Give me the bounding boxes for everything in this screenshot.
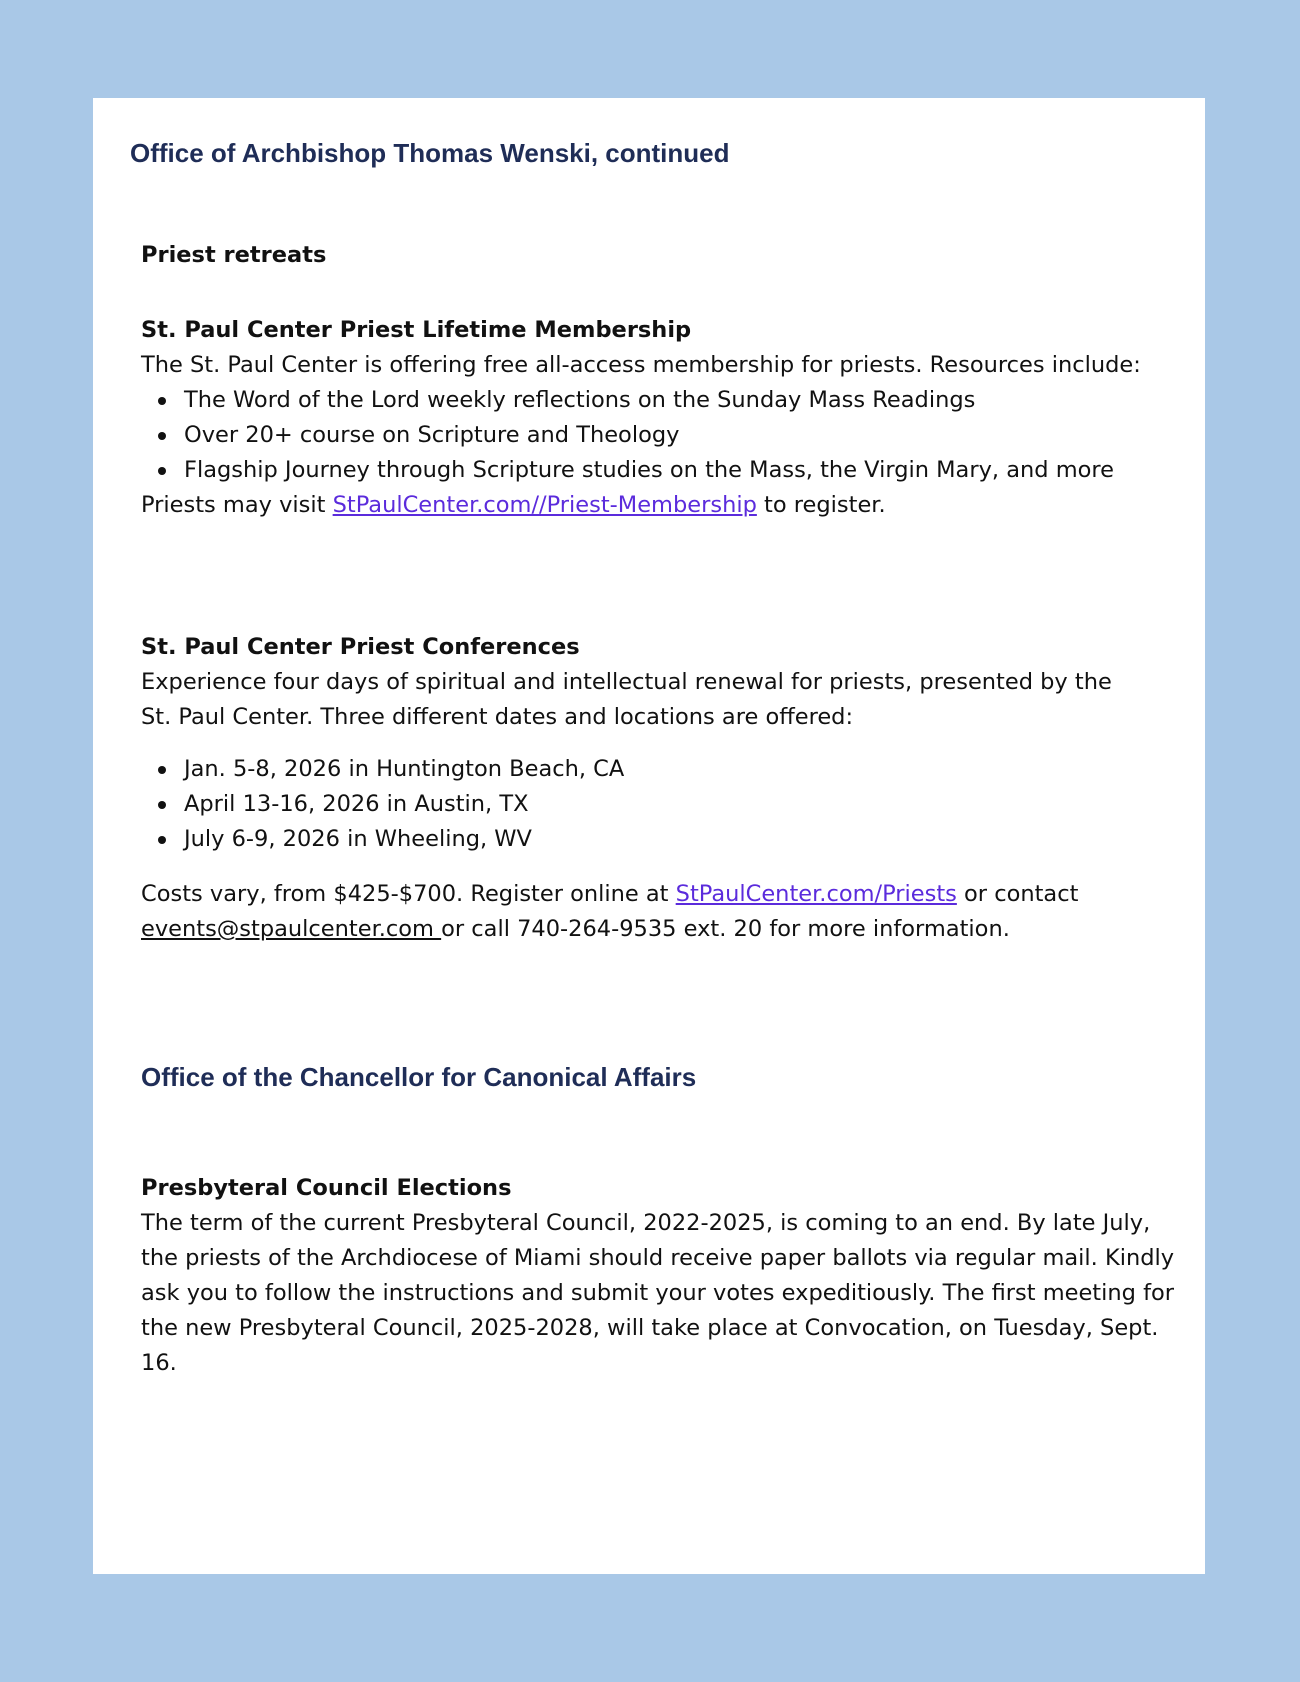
conferences-title: St. Paul Center Priest Conferences [141, 634, 580, 660]
events-email-link[interactable]: events@stpaulcenter.com [141, 916, 442, 942]
conferences-list [141, 752, 1171, 857]
membership-section [141, 313, 1171, 523]
costs-suffix: or call 740-264-9535 ext. 20 for more information. [441, 916, 1010, 942]
conferences-intro: Experience four days of spiritual and intellectual renewal for priests, presented by the St. Paul Center. Three different dates and locations are offered: [141, 669, 1112, 730]
membership-list [141, 383, 1171, 488]
membership-visit-line [141, 488, 1171, 523]
visit-prefix: Priests may visit [141, 492, 333, 518]
priest-retreats-section [141, 238, 1171, 273]
costs-prefix: Costs vary, from $425-$700. Register online at [141, 881, 676, 907]
list-item: Over 20+ course on Scripture and Theology [184, 418, 1171, 453]
document-page [93, 98, 1205, 1574]
membership-intro: The St. Paul Center is offering free all-access membership for priests. Resources include: [141, 352, 1141, 378]
page-title: Office of Archbishop Thomas Wenski, continued [130, 138, 730, 168]
priests-link[interactable]: StPaulCenter.com/Priests [675, 881, 957, 907]
costs-middle: or contact [956, 881, 1079, 907]
conferences-costs [141, 877, 1171, 947]
list-item: The Word of the Lord weekly reflections on the Sunday Mass Readings [184, 383, 1171, 418]
priest-retreats-heading: Priest retreats [141, 242, 327, 268]
list-item: July 6-9, 2026 in Wheeling, WV [184, 822, 1171, 857]
elections-section [141, 1171, 1176, 1381]
conferences-section [141, 630, 1171, 947]
list-item: Flagship Journey through Scripture studies on the Mass, the Virgin Mary, and more [184, 453, 1171, 488]
membership-title: St. Paul Center Priest Lifetime Membership [141, 317, 692, 343]
list-item: Jan. 5-8, 2026 in Huntington Beach, CA [184, 752, 1171, 787]
elections-title: Presbyteral Council Elections [141, 1175, 512, 1201]
elections-body: The term of the current Presbyteral Council, 2022-2025, is coming to an end. By late July, the priests of the Archdiocese of Miami should receive paper ballots via regular mail. Kindly ask you to follow the instructions and submit your votes expeditiously. The first meeting for the new Presbyteral Council, 2025-2028, will take place at Convocation, on Tuesday, Sept. 16. [141, 1210, 1175, 1376]
chancellor-heading: Office of the Chancellor for Canonical Affairs [141, 1062, 697, 1092]
visit-suffix: to register. [756, 492, 886, 518]
priest-membership-link[interactable]: StPaulCenter.com//Priest-Membership [332, 492, 757, 518]
list-item: April 13-16, 2026 in Austin, TX [184, 787, 1171, 822]
